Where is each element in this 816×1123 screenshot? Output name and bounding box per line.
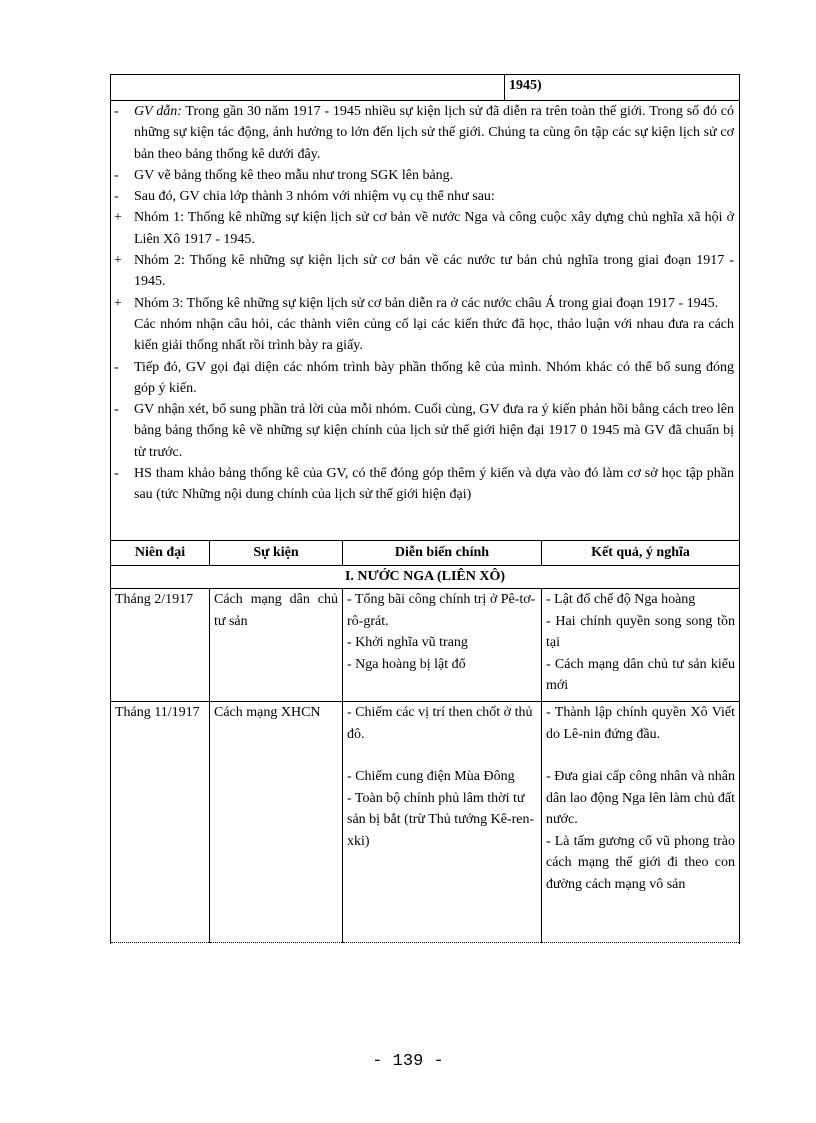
page-number: - 139 - — [372, 1052, 444, 1071]
paragraph: - Sau đó, GV chia lớp thành 3 nhóm với nhiệm vụ cụ thể như sau: — [114, 189, 495, 205]
paragraph: - GV nhận xét, bổ sung phần trả lời của mỗi nhóm. Cuối cùng, GV đưa ra ý kiến phản hồi bằng cách treo lên bảng bảng thống kê về những sự kiện chính của lịch sử thế giới hiện đại 1917 0 1945 mà GV đã chuẩn bị từ trước. — [114, 402, 735, 460]
event-cell: Cách mạng XHCN — [210, 702, 343, 943]
events-table — [110, 540, 740, 943]
date-cell: Tháng 11/1917 — [111, 702, 210, 943]
paragraph: - HS tham khảo bảng thống kê của GV, có thể đóng góp thêm ý kiến và dựa vào đó làm cơ sở học tập phần sau (tức Những nội dung chính của lịch sử thế giới hiện đại) — [114, 466, 734, 503]
lesson-text — [114, 101, 734, 506]
header-cell: 1945) — [504, 74, 740, 100]
paragraph: Các nhóm nhận câu hỏi, các thành viên củng cố lại các kiến thức đã học, thảo luận với nhau đưa ra cách kiến giải thống nhất rồi trình bày ra giấy. — [134, 316, 734, 354]
column-header: Diễn biến chính — [343, 541, 542, 566]
date-cell: Tháng 2/1917 — [111, 589, 210, 702]
paragraph: - GV vẽ bảng thống kê theo mẫu như trong SGK lên bảng. — [114, 167, 454, 183]
paragraph: - Tiếp đó, GV gọi đại diện các nhóm trình bày phần thống kê của mình. Nhóm khác có thể bổ sung đóng góp ý kiến. — [114, 359, 734, 396]
column-header: Sự kiện — [210, 541, 343, 566]
section-row — [111, 566, 740, 589]
column-header: Kết quả, ý nghĩa — [542, 541, 740, 566]
column-header: Niên đại — [111, 541, 210, 566]
table-header-row — [111, 541, 740, 566]
developments-cell: - Tổng bãi công chính trị ở Pê-tơ-rô-grát. - Khởi nghĩa vũ trang - Nga hoàng bị lật đổ — [343, 589, 542, 702]
paragraph: + Nhóm 2: Thống kê những sự kiện lịch sử cơ bản về các nước tư bản chủ nghĩa trong giai đoạn 1917 - 1945. — [114, 253, 734, 290]
section-title: I. NƯỚC NGA (LIÊN XÔ) — [111, 566, 740, 589]
developments-cell: - Chiếm các vị trí then chốt ở thủ đô. - Chiếm cung điện Mùa Đông - Toàn bộ chính phủ lâm thời tư sản bị bắt (trừ Thủ tướng Kê-ren-xki) — [343, 702, 542, 943]
paragraph: - GV dẫn: Trong gần 30 năm 1917 - 1945 nhiều sự kiện lịch sử đã diễn ra trên toàn thế giới. Trong số đó có những sự kiện tác động, ảnh hưởng to lớn đến lịch sử thế giới. Chúng ta cùng ôn tập các sự kiện lịch sử cơ bản theo bảng thống kê dưới đây. — [114, 104, 734, 162]
results-cell: - Thành lập chính quyền Xô Viết do Lê-nin đứng đầu. - Đưa giai cấp công nhân và nhân dân lao động Nga lên làm chủ đất nước. - Là tấm gương cổ vũ phong trào cách mạng thế giới đi theo con đường cách mạng vô sản — [542, 702, 740, 943]
table-row — [111, 589, 740, 702]
paragraph: + Nhóm 1: Thống kê những sự kiện lịch sử cơ bản về nước Nga và công cuộc xây dựng chủ nghĩa xã hội ở Liên Xô 1917 - 1945. — [114, 210, 734, 247]
event-cell: Cách mạng dân chủ tư sản — [210, 589, 343, 702]
paragraph: + Nhóm 3: Thống kê những sự kiện lịch sử cơ bản diễn ra ở các nước châu Á trong giai đoạn 1917 - 1945. — [114, 295, 719, 311]
table-row — [111, 702, 740, 943]
results-cell: - Lật đổ chế độ Nga hoàng - Hai chính quyền song song tồn tại - Cách mạng dân chủ tư sản kiểu mới — [542, 589, 740, 702]
